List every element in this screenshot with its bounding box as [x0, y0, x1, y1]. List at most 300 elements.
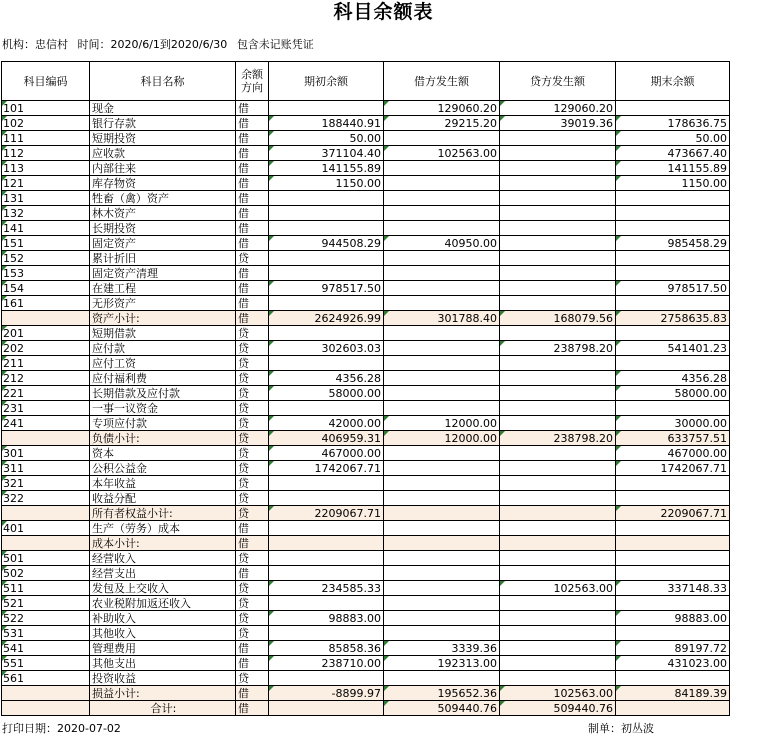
header-credit: 贷方发生额: [500, 62, 616, 101]
table-row: [2, 566, 730, 581]
cell-direction: 借: [236, 206, 269, 221]
cell-code: 113: [2, 161, 90, 176]
cell-name: 公积公益金: [90, 461, 236, 476]
cell-closing: [616, 521, 730, 536]
table-row: [2, 626, 730, 641]
cell-credit: 102563.00: [500, 686, 616, 701]
cell-name: 现金: [90, 101, 236, 116]
cell-closing: 467000.00: [616, 446, 730, 461]
cell-name: 资本: [90, 446, 236, 461]
cell-closing: 84189.39: [616, 686, 730, 701]
cell-closing: [616, 701, 730, 716]
cell-debit: 195652.36: [384, 686, 500, 701]
cell-closing: 541401.23: [616, 341, 730, 356]
cell-code: 211: [2, 356, 90, 371]
cell-opening: [269, 296, 384, 311]
cell-credit: [500, 446, 616, 461]
cell-name: 补助收入: [90, 611, 236, 626]
cell-direction: 借: [236, 101, 269, 116]
cell-code: 202: [2, 341, 90, 356]
cell-debit: [384, 611, 500, 626]
cell-debit: [384, 386, 500, 401]
table-row: [2, 176, 730, 191]
cell-credit: 238798.20: [500, 431, 616, 446]
note-label: 包含未记账凭证: [236, 38, 314, 51]
cell-closing: [616, 221, 730, 236]
header-row: [2, 62, 730, 101]
table-row: [2, 656, 730, 671]
header-closing: 期末余额: [616, 62, 730, 101]
cell-debit: [384, 401, 500, 416]
cell-credit: [500, 176, 616, 191]
cell-code: [2, 506, 90, 521]
cell-code: 541: [2, 641, 90, 656]
cell-direction: 借: [236, 266, 269, 281]
cell-code: 132: [2, 206, 90, 221]
cell-name: 短期投资: [90, 131, 236, 146]
cell-name: 农业税附加返还收入: [90, 596, 236, 611]
cell-name: 其他收入: [90, 626, 236, 641]
table-row: [2, 341, 730, 356]
cell-code: 201: [2, 326, 90, 341]
cell-closing: 1150.00: [616, 176, 730, 191]
cell-credit: [500, 326, 616, 341]
cell-name: 内部往来: [90, 161, 236, 176]
cell-credit: [500, 536, 616, 551]
cell-credit: [500, 296, 616, 311]
cell-debit: [384, 476, 500, 491]
cell-credit: [500, 611, 616, 626]
table-row: [2, 416, 730, 431]
cell-closing: 141155.89: [616, 161, 730, 176]
cell-credit: [500, 161, 616, 176]
cell-name: 成本小计:: [90, 536, 236, 551]
cell-name: 应付款: [90, 341, 236, 356]
cell-direction: 借: [236, 281, 269, 296]
cell-debit: [384, 341, 500, 356]
cell-name: 专项应付款: [90, 416, 236, 431]
cell-debit: [384, 581, 500, 596]
cell-opening: 188440.91: [269, 116, 384, 131]
cell-code: 531: [2, 626, 90, 641]
table-row: [2, 296, 730, 311]
cell-opening: [269, 671, 384, 686]
cell-credit: [500, 596, 616, 611]
cell-credit: 509440.76: [500, 701, 616, 716]
table-row: [2, 551, 730, 566]
table-row: [2, 371, 730, 386]
cell-debit: [384, 596, 500, 611]
cell-direction: 贷: [236, 326, 269, 341]
cell-debit: [384, 176, 500, 191]
cell-direction: 贷: [236, 596, 269, 611]
period-label: 时间：2020/6/1到2020/6/30: [77, 38, 228, 51]
table-row: [2, 206, 730, 221]
cell-debit: 29215.20: [384, 116, 500, 131]
table-row: [2, 131, 730, 146]
cell-direction: 贷: [236, 386, 269, 401]
cell-closing: [616, 191, 730, 206]
cell-closing: 473667.40: [616, 146, 730, 161]
cell-code: 221: [2, 386, 90, 401]
table-row: [2, 146, 730, 161]
cell-direction: 借: [236, 521, 269, 536]
cell-credit: [500, 266, 616, 281]
cell-name: 经营支出: [90, 566, 236, 581]
cell-closing: 178636.75: [616, 116, 730, 131]
cell-opening: [269, 206, 384, 221]
cell-closing: 633757.51: [616, 431, 730, 446]
cell-credit: 39019.36: [500, 116, 616, 131]
cell-closing: [616, 401, 730, 416]
cell-credit: [500, 506, 616, 521]
cell-code: 521: [2, 596, 90, 611]
cell-closing: 1742067.71: [616, 461, 730, 476]
header-direction-line2: 方向: [241, 81, 263, 94]
cell-debit: [384, 251, 500, 266]
cell-opening: 2624926.99: [269, 311, 384, 326]
subtotal-row: [2, 506, 730, 521]
cell-opening: 58000.00: [269, 386, 384, 401]
cell-code: [2, 536, 90, 551]
cell-code: 153: [2, 266, 90, 281]
cell-opening: 978517.50: [269, 281, 384, 296]
cell-opening: [269, 251, 384, 266]
subtotal-row: [2, 311, 730, 326]
cell-code: 154: [2, 281, 90, 296]
cell-opening: 85858.36: [269, 641, 384, 656]
cell-credit: [500, 401, 616, 416]
cell-credit: [500, 461, 616, 476]
cell-direction: 借: [236, 536, 269, 551]
cell-code: 321: [2, 476, 90, 491]
cell-name: 累计折旧: [90, 251, 236, 266]
cell-opening: 234585.33: [269, 581, 384, 596]
subtotal-row: [2, 686, 730, 701]
cell-opening: [269, 521, 384, 536]
cell-closing: [616, 356, 730, 371]
cell-code: 212: [2, 371, 90, 386]
cell-name: 合计:: [90, 701, 236, 716]
cell-closing: [616, 251, 730, 266]
table-row: [2, 386, 730, 401]
cell-closing: 98883.00: [616, 611, 730, 626]
header-name: 科目名称: [90, 62, 236, 101]
cell-opening: -8899.97: [269, 686, 384, 701]
cell-opening: 371104.40: [269, 146, 384, 161]
cell-code: 511: [2, 581, 90, 596]
cell-opening: [269, 356, 384, 371]
cell-credit: [500, 671, 616, 686]
cell-direction: 借: [236, 116, 269, 131]
cell-debit: [384, 461, 500, 476]
table-row: [2, 461, 730, 476]
cell-credit: [500, 491, 616, 506]
cell-opening: 467000.00: [269, 446, 384, 461]
maker-label: 制单：初丛波: [588, 722, 654, 735]
cell-closing: [616, 551, 730, 566]
cell-opening: [269, 221, 384, 236]
cell-direction: 贷: [236, 371, 269, 386]
cell-credit: [500, 206, 616, 221]
cell-direction: 贷: [236, 341, 269, 356]
table-row: [2, 596, 730, 611]
cell-credit: [500, 221, 616, 236]
cell-credit: 168079.56: [500, 311, 616, 326]
cell-code: 141: [2, 221, 90, 236]
subtotal-row: [2, 431, 730, 446]
header-direction: [236, 62, 269, 101]
cell-name: 资产小计:: [90, 311, 236, 326]
header-opening: 期初余额: [269, 62, 384, 101]
cell-name: 在建工程: [90, 281, 236, 296]
cell-credit: 102563.00: [500, 581, 616, 596]
cell-opening: [269, 536, 384, 551]
cell-opening: [269, 551, 384, 566]
cell-name: 固定资产: [90, 236, 236, 251]
cell-direction: 借: [236, 296, 269, 311]
cell-name: 投资收益: [90, 671, 236, 686]
cell-credit: [500, 521, 616, 536]
cell-direction: 贷: [236, 356, 269, 371]
cell-name: 生产（劳务）成本: [90, 521, 236, 536]
cell-closing: 30000.00: [616, 416, 730, 431]
cell-opening: [269, 491, 384, 506]
cell-opening: [269, 191, 384, 206]
cell-closing: 431023.00: [616, 656, 730, 671]
cell-name: 无形资产: [90, 296, 236, 311]
cell-direction: 贷: [236, 461, 269, 476]
cell-opening: 238710.00: [269, 656, 384, 671]
cell-direction: 借: [236, 641, 269, 656]
cell-code: [2, 431, 90, 446]
cell-credit: [500, 641, 616, 656]
cell-opening: [269, 401, 384, 416]
table-row: [2, 251, 730, 266]
cell-closing: [616, 596, 730, 611]
cell-credit: [500, 566, 616, 581]
cell-debit: 12000.00: [384, 416, 500, 431]
cell-debit: [384, 626, 500, 641]
cell-closing: 89197.72: [616, 641, 730, 656]
cell-opening: [269, 566, 384, 581]
cell-code: 241: [2, 416, 90, 431]
cell-name: 负债小计:: [90, 431, 236, 446]
cell-code: [2, 311, 90, 326]
cell-opening: 4356.28: [269, 371, 384, 386]
cell-direction: 借: [236, 236, 269, 251]
cell-opening: [269, 626, 384, 641]
cell-code: 101: [2, 101, 90, 116]
cell-debit: [384, 131, 500, 146]
cell-code: 111: [2, 131, 90, 146]
cell-debit: 40950.00: [384, 236, 500, 251]
cell-direction: 借: [236, 146, 269, 161]
cell-debit: [384, 356, 500, 371]
table-row: [2, 581, 730, 596]
table-row: [2, 401, 730, 416]
cell-direction: 借: [236, 176, 269, 191]
cell-debit: 301788.40: [384, 311, 500, 326]
cell-debit: [384, 206, 500, 221]
cell-name: 一事一议资金: [90, 401, 236, 416]
cell-code: 501: [2, 551, 90, 566]
cell-debit: [384, 521, 500, 536]
cell-debit: 509440.76: [384, 701, 500, 716]
cell-code: 131: [2, 191, 90, 206]
cell-credit: [500, 146, 616, 161]
cell-code: 551: [2, 656, 90, 671]
cell-code: 112: [2, 146, 90, 161]
cell-credit: [500, 656, 616, 671]
table-row: [2, 521, 730, 536]
cell-closing: [616, 626, 730, 641]
cell-opening: 406959.31: [269, 431, 384, 446]
cell-closing: [616, 296, 730, 311]
cell-direction: 贷: [236, 416, 269, 431]
cell-credit: [500, 416, 616, 431]
table-row: [2, 641, 730, 656]
cell-code: 311: [2, 461, 90, 476]
cell-opening: [269, 701, 384, 716]
table-row: [2, 446, 730, 461]
table-row: [2, 191, 730, 206]
cell-name: 应付工资: [90, 356, 236, 371]
org-label: 机构：忠信村: [2, 38, 68, 51]
report-meta: [2, 38, 320, 52]
table-row: [2, 491, 730, 506]
cell-opening: [269, 326, 384, 341]
cell-credit: [500, 626, 616, 641]
cell-debit: [384, 671, 500, 686]
cell-opening: [269, 476, 384, 491]
header-debit: 借方发生额: [384, 62, 500, 101]
cell-code: 522: [2, 611, 90, 626]
subtotal-row: [2, 701, 730, 716]
cell-debit: [384, 191, 500, 206]
cell-code: 152: [2, 251, 90, 266]
cell-debit: [384, 281, 500, 296]
cell-opening: 1150.00: [269, 176, 384, 191]
table-row: [2, 101, 730, 116]
table-row: [2, 266, 730, 281]
cell-debit: [384, 566, 500, 581]
cell-opening: 944508.29: [269, 236, 384, 251]
cell-code: 301: [2, 446, 90, 461]
cell-name: 收益分配: [90, 491, 236, 506]
cell-direction: 贷: [236, 401, 269, 416]
cell-name: 银行存款: [90, 116, 236, 131]
cell-name: 林木资产: [90, 206, 236, 221]
cell-name: 固定资产清理: [90, 266, 236, 281]
cell-closing: 2758635.83: [616, 311, 730, 326]
table-row: [2, 221, 730, 236]
cell-credit: [500, 371, 616, 386]
cell-opening: 302603.03: [269, 341, 384, 356]
cell-opening: 98883.00: [269, 611, 384, 626]
cell-name: 应收款: [90, 146, 236, 161]
cell-direction: 贷: [236, 671, 269, 686]
cell-closing: 4356.28: [616, 371, 730, 386]
cell-direction: 贷: [236, 611, 269, 626]
cell-name: 发包及上交收入: [90, 581, 236, 596]
cell-code: 231: [2, 401, 90, 416]
cell-name: 所有者权益小计:: [90, 506, 236, 521]
cell-credit: 129060.20: [500, 101, 616, 116]
cell-closing: 985458.29: [616, 236, 730, 251]
cell-debit: [384, 266, 500, 281]
cell-name: 经营收入: [90, 551, 236, 566]
cell-closing: 50.00: [616, 131, 730, 146]
table-row: [2, 116, 730, 131]
table-row: [2, 161, 730, 176]
cell-direction: 贷: [236, 506, 269, 521]
cell-credit: [500, 356, 616, 371]
cell-closing: [616, 671, 730, 686]
cell-opening: [269, 266, 384, 281]
cell-name: 其他支出: [90, 656, 236, 671]
cell-debit: [384, 506, 500, 521]
cell-debit: 129060.20: [384, 101, 500, 116]
cell-name: 损益小计:: [90, 686, 236, 701]
cell-name: 库存物资: [90, 176, 236, 191]
table-row: [2, 356, 730, 371]
cell-name: 牲畜（禽）资产: [90, 191, 236, 206]
cell-opening: 50.00: [269, 131, 384, 146]
cell-credit: [500, 551, 616, 566]
table-row: [2, 236, 730, 251]
cell-credit: [500, 131, 616, 146]
table-row: [2, 671, 730, 686]
cell-code: 161: [2, 296, 90, 311]
cell-opening: [269, 101, 384, 116]
cell-credit: [500, 386, 616, 401]
cell-direction: 贷: [236, 581, 269, 596]
cell-closing: [616, 491, 730, 506]
cell-debit: 192313.00: [384, 656, 500, 671]
cell-code: [2, 701, 90, 716]
cell-closing: [616, 326, 730, 341]
cell-direction: 贷: [236, 551, 269, 566]
cell-credit: [500, 191, 616, 206]
cell-debit: 12000.00: [384, 431, 500, 446]
cell-opening: 42000.00: [269, 416, 384, 431]
cell-opening: 1742067.71: [269, 461, 384, 476]
table-row: [2, 611, 730, 626]
cell-debit: 3339.36: [384, 641, 500, 656]
cell-code: 502: [2, 566, 90, 581]
cell-closing: [616, 101, 730, 116]
cell-direction: 贷: [236, 446, 269, 461]
cell-debit: [384, 326, 500, 341]
cell-closing: [616, 476, 730, 491]
cell-credit: 238798.20: [500, 341, 616, 356]
cell-direction: 借: [236, 566, 269, 581]
cell-closing: [616, 206, 730, 221]
cell-closing: [616, 536, 730, 551]
cell-name: 长期投资: [90, 221, 236, 236]
print-date: 打印日期：2020-07-02: [2, 722, 121, 735]
cell-direction: 借: [236, 701, 269, 716]
cell-closing: [616, 566, 730, 581]
cell-opening: 2209067.71: [269, 506, 384, 521]
cell-name: 长期借款及应付款: [90, 386, 236, 401]
cell-closing: [616, 266, 730, 281]
cell-direction: 借: [236, 221, 269, 236]
cell-opening: 141155.89: [269, 161, 384, 176]
cell-code: 401: [2, 521, 90, 536]
cell-direction: 贷: [236, 251, 269, 266]
